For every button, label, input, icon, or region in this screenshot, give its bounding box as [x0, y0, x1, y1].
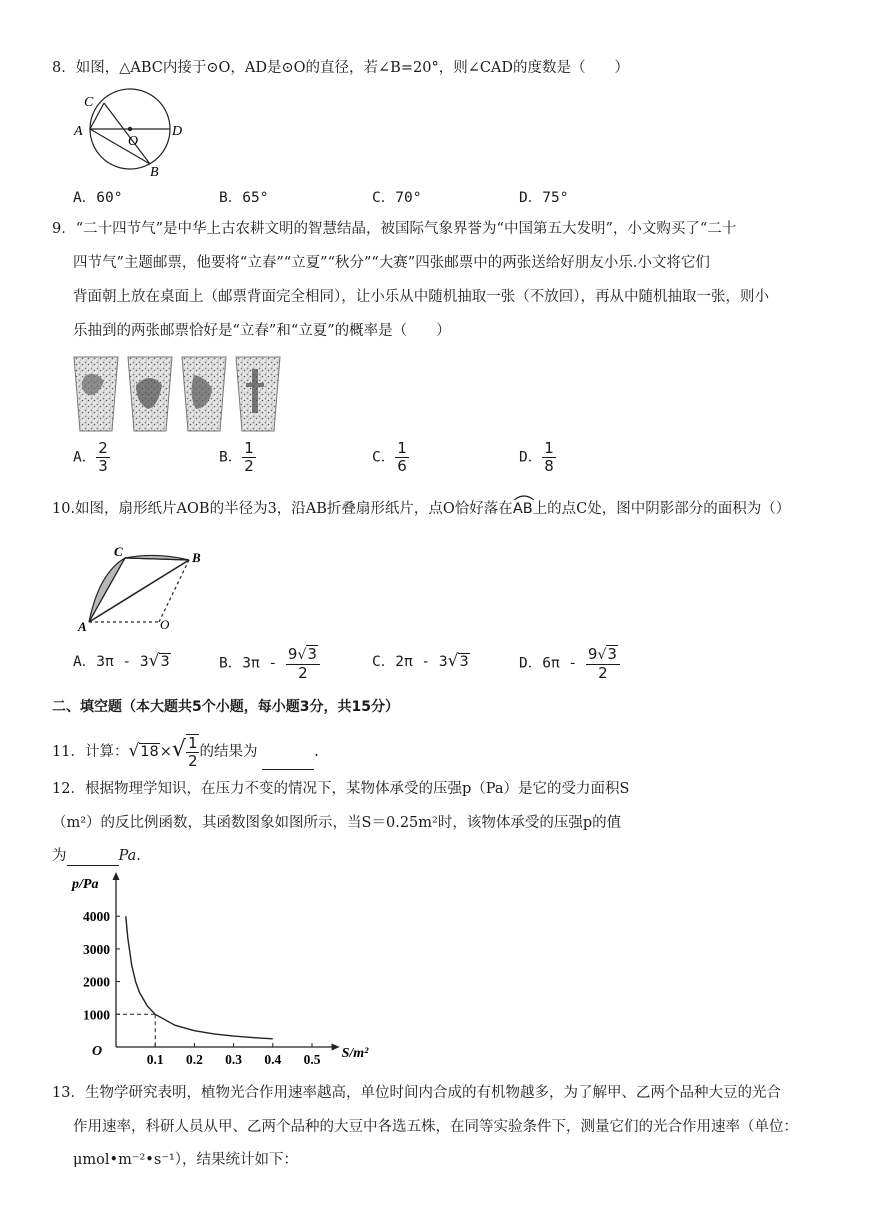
- section-2-heading: 二、填空题（本大题共5个小题，每小题3分，共15分）: [52, 699, 399, 715]
- q10-option-b: B．3π - $\frac{9√3}{2}$: [219, 645, 320, 682]
- label-b: B: [192, 550, 201, 565]
- y-axis-arrow: [113, 872, 120, 880]
- stamp-lichun: [74, 357, 118, 431]
- q10-stem: 10.如图，扇形纸片AOB的半径为3，沿AB折叠扇形纸片，点O恰好落在 AB上的点C处，图中阴影部分的面积为（）: [52, 499, 790, 519]
- label-o: O: [128, 134, 139, 149]
- arc-ab-symbol: AB: [513, 499, 533, 519]
- label-c: C: [114, 545, 123, 559]
- x-axis-arrow: [332, 1044, 340, 1051]
- q10-sector-figure: [74, 545, 214, 635]
- x-tick-label: 0.2: [185, 1052, 203, 1064]
- q9-option-b: B． $\frac{1}{2}$: [219, 439, 254, 475]
- segment-ab: [90, 129, 150, 164]
- q11-answer-blank[interactable]: [262, 753, 314, 770]
- q13-line-1: 13．生物学研究表明，植物光合作用速率越高，单位时间内合成的有机物越多，为了解甲、乙两个品种大豆的光合: [52, 1085, 781, 1101]
- label-c: C: [84, 95, 94, 110]
- q9-option-d: D． $\frac{1}{8}$: [519, 439, 554, 475]
- q9-stem-line-3: 背面朝上放在桌面上（邮票背面完全相同），让小乐从中随机抽取一张（不放回），再从中随机抽取一张，则小: [73, 289, 769, 305]
- q8-option-a: A．60°: [73, 190, 123, 206]
- origin-label: O: [92, 1044, 103, 1059]
- q8-stem: 8．如图，△ABC内接于⊙O，AD是⊙O的直径，若∠B=20°，则∠CAD的度数是（ ）: [52, 60, 630, 76]
- y-axis-label: p/Pa: [72, 877, 99, 892]
- q10-option-c: C．2π - 3√3: [372, 651, 469, 671]
- q8-option-b: B．65°: [219, 190, 269, 206]
- center-point: [128, 127, 132, 131]
- q9-stem-line-2: 四节气”主题邮票，他要将“立春”“立夏”“秋分”“大赛”四张邮票中的两张送给好朋友小乐.小文将它们: [73, 255, 710, 271]
- segment-cb: [104, 103, 150, 164]
- label-a: A: [74, 124, 83, 139]
- label-o: O: [160, 617, 170, 632]
- label-b: B: [150, 165, 159, 180]
- x-tick-label: 0.1: [146, 1052, 164, 1064]
- stamp-lixia: [128, 357, 172, 431]
- inverse-curve: [126, 916, 273, 1039]
- q8-option-c: C．70°: [372, 190, 422, 206]
- q9-option-c: C． $\frac{1}{6}$: [372, 439, 407, 475]
- label-d: D: [172, 124, 183, 139]
- q12-line-3: 为 Pa.: [52, 848, 141, 864]
- q13-line-2: 作用速率，科研人员从甲、乙两个品种的大豆中各选五株，在同等实验条件下，测量它们的光合作用速率（单位：: [73, 1119, 798, 1135]
- stamp-dasai: [236, 357, 280, 431]
- q12-line-2: （m²）的反比例函数，其函数图象如图所示，当S＝0.25m²时，该物体承受的压强p的值: [52, 815, 622, 831]
- pressure-area-chart: [60, 872, 380, 1064]
- y-tick-label: 1000: [83, 1007, 110, 1023]
- q9-stem-line-1: 9．“二十四节气”是中华上古农耕文明的智慧结晶，被国际气象界誉为“中国第五大发明”，小文购买了“二十: [52, 221, 737, 237]
- q8-option-d: D．75°: [519, 190, 569, 206]
- q12-answer-blank[interactable]: [67, 849, 119, 866]
- q13-line-3: μmol•m⁻²•s⁻¹），结果统计如下：: [73, 1152, 299, 1168]
- x-tick-label: 0.5: [303, 1052, 321, 1064]
- x-axis-label: S/m²: [341, 1046, 369, 1061]
- q10-option-a: A．3π - 3√3: [73, 651, 170, 671]
- q9-stamps-image: [72, 355, 284, 433]
- stamp-qiufen: [182, 357, 226, 431]
- q9-option-a: A． $\frac{2}{3}$: [73, 439, 108, 475]
- q9-stem-line-4: 乐抽到的两张邮票恰好是“立春”和“立夏”的概率是（ ）: [73, 323, 451, 339]
- y-tick-label: 4000: [83, 909, 110, 925]
- label-a: A: [78, 619, 87, 634]
- q12-line-1: 12．根据物理学知识，在压力不变的情况下，某物体承受的压强p（Pa）是它的受力面积S: [52, 781, 630, 797]
- q11-stem: 11．计算：√18×√ $\frac{1}{2}$ 的结果为 .: [52, 734, 319, 770]
- y-tick-label: 3000: [83, 941, 110, 957]
- x-tick-label: 0.4: [264, 1052, 282, 1064]
- segment-ac: [89, 558, 125, 622]
- x-tick-label: 0.3: [225, 1052, 243, 1064]
- q8-circle-figure: [70, 88, 190, 180]
- y-tick-label: 2000: [83, 974, 110, 990]
- q10-option-d: D．6π - $\frac{9√3}{2}$: [519, 645, 620, 682]
